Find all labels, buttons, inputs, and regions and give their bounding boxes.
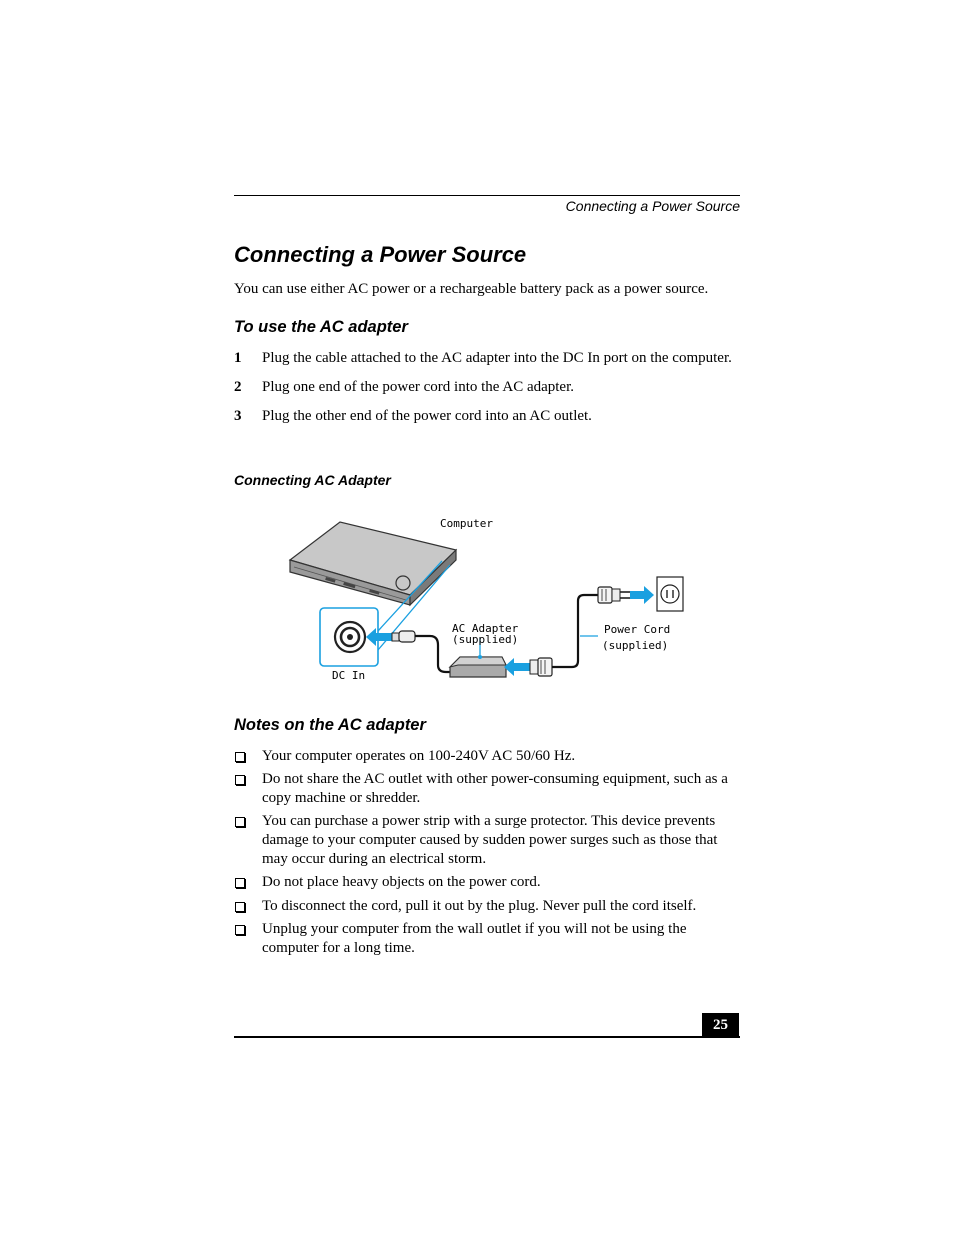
list-item [234,349,744,368]
power-cord-adapter-plug [530,658,552,676]
step-number: 2 [234,379,242,395]
step-text: Plug the cable attached to the AC adapter into the DC In port on the computer. [262,350,732,366]
checkbox-bullet-icon [235,925,245,935]
outlet-arrow [630,586,654,604]
laptop-illustration [290,522,456,605]
note-text: Do not place heavy objects on the power cord. [262,874,541,890]
running-head: Connecting a Power Source [565,198,740,214]
label-power-cord: Power Cord [604,623,671,636]
header-rule [234,195,740,196]
checkbox-bullet-icon [235,775,245,785]
checkbox-bullet-icon [235,902,245,912]
wall-outlet-illustration [657,577,683,611]
notes-list [234,747,746,958]
note-text: To disconnect the cord, pull it out by the plug. Never pull the cord itself. [262,898,697,914]
section-heading-notes: Notes on the AC adapter [234,716,426,734]
checkbox-bullet-icon [235,752,245,762]
checkbox-bullet-icon [235,817,245,827]
list-item [234,920,746,958]
wall-plug-illustration [598,587,630,603]
list-item [234,378,744,397]
list-item [234,770,746,808]
label-computer: Computer [440,517,493,530]
steps-list [234,349,744,426]
label-ac-adapter: AC Adapter [452,622,519,635]
figure-caption: Connecting AC Adapter [234,472,391,488]
label-power-cord-supplied: (supplied) [602,639,669,652]
dc-cable [392,631,452,672]
note-text: You can purchase a power strip with a surge protector. This device prevents damage to your computer caused by sudden power surges such as those that may occur during an electrical storm. [262,813,718,867]
footer-rule [234,1036,740,1038]
adapter-arrow [504,658,530,676]
note-text: Your computer operates on 100-240V AC 50/60 Hz. [262,748,576,764]
label-ac-adapter-supplied: (supplied) [452,633,519,646]
step-number: 1 [234,350,242,366]
list-item [234,812,746,869]
diagram-illustration [280,505,700,695]
step-number: 3 [234,408,242,424]
page-title: Connecting a Power Source [234,242,527,267]
step-text: Plug the other end of the power cord into an AC outlet. [262,408,592,424]
note-text: Unplug your computer from the wall outlet if you will not be using the computer for a long time. [262,921,687,956]
list-item [234,747,746,766]
step-text: Plug one end of the power cord into the AC adapter. [262,379,575,395]
checkbox-bullet-icon [235,878,245,888]
page-number: 25 [702,1013,739,1037]
list-item [234,873,746,892]
list-item [234,407,744,426]
list-item [234,897,746,916]
ac-adapter-diagram [280,505,700,695]
note-text: Do not share the AC outlet with other power-consuming equipment, such as a copy machine or shredder. [262,771,728,806]
intro-paragraph: You can use either AC power or a rechargeable battery pack as a power source. [234,281,709,297]
label-dc-in: DC In [332,669,366,682]
section-heading-ac-adapter: To use the AC adapter [234,318,408,336]
power-cord-line [552,595,598,667]
